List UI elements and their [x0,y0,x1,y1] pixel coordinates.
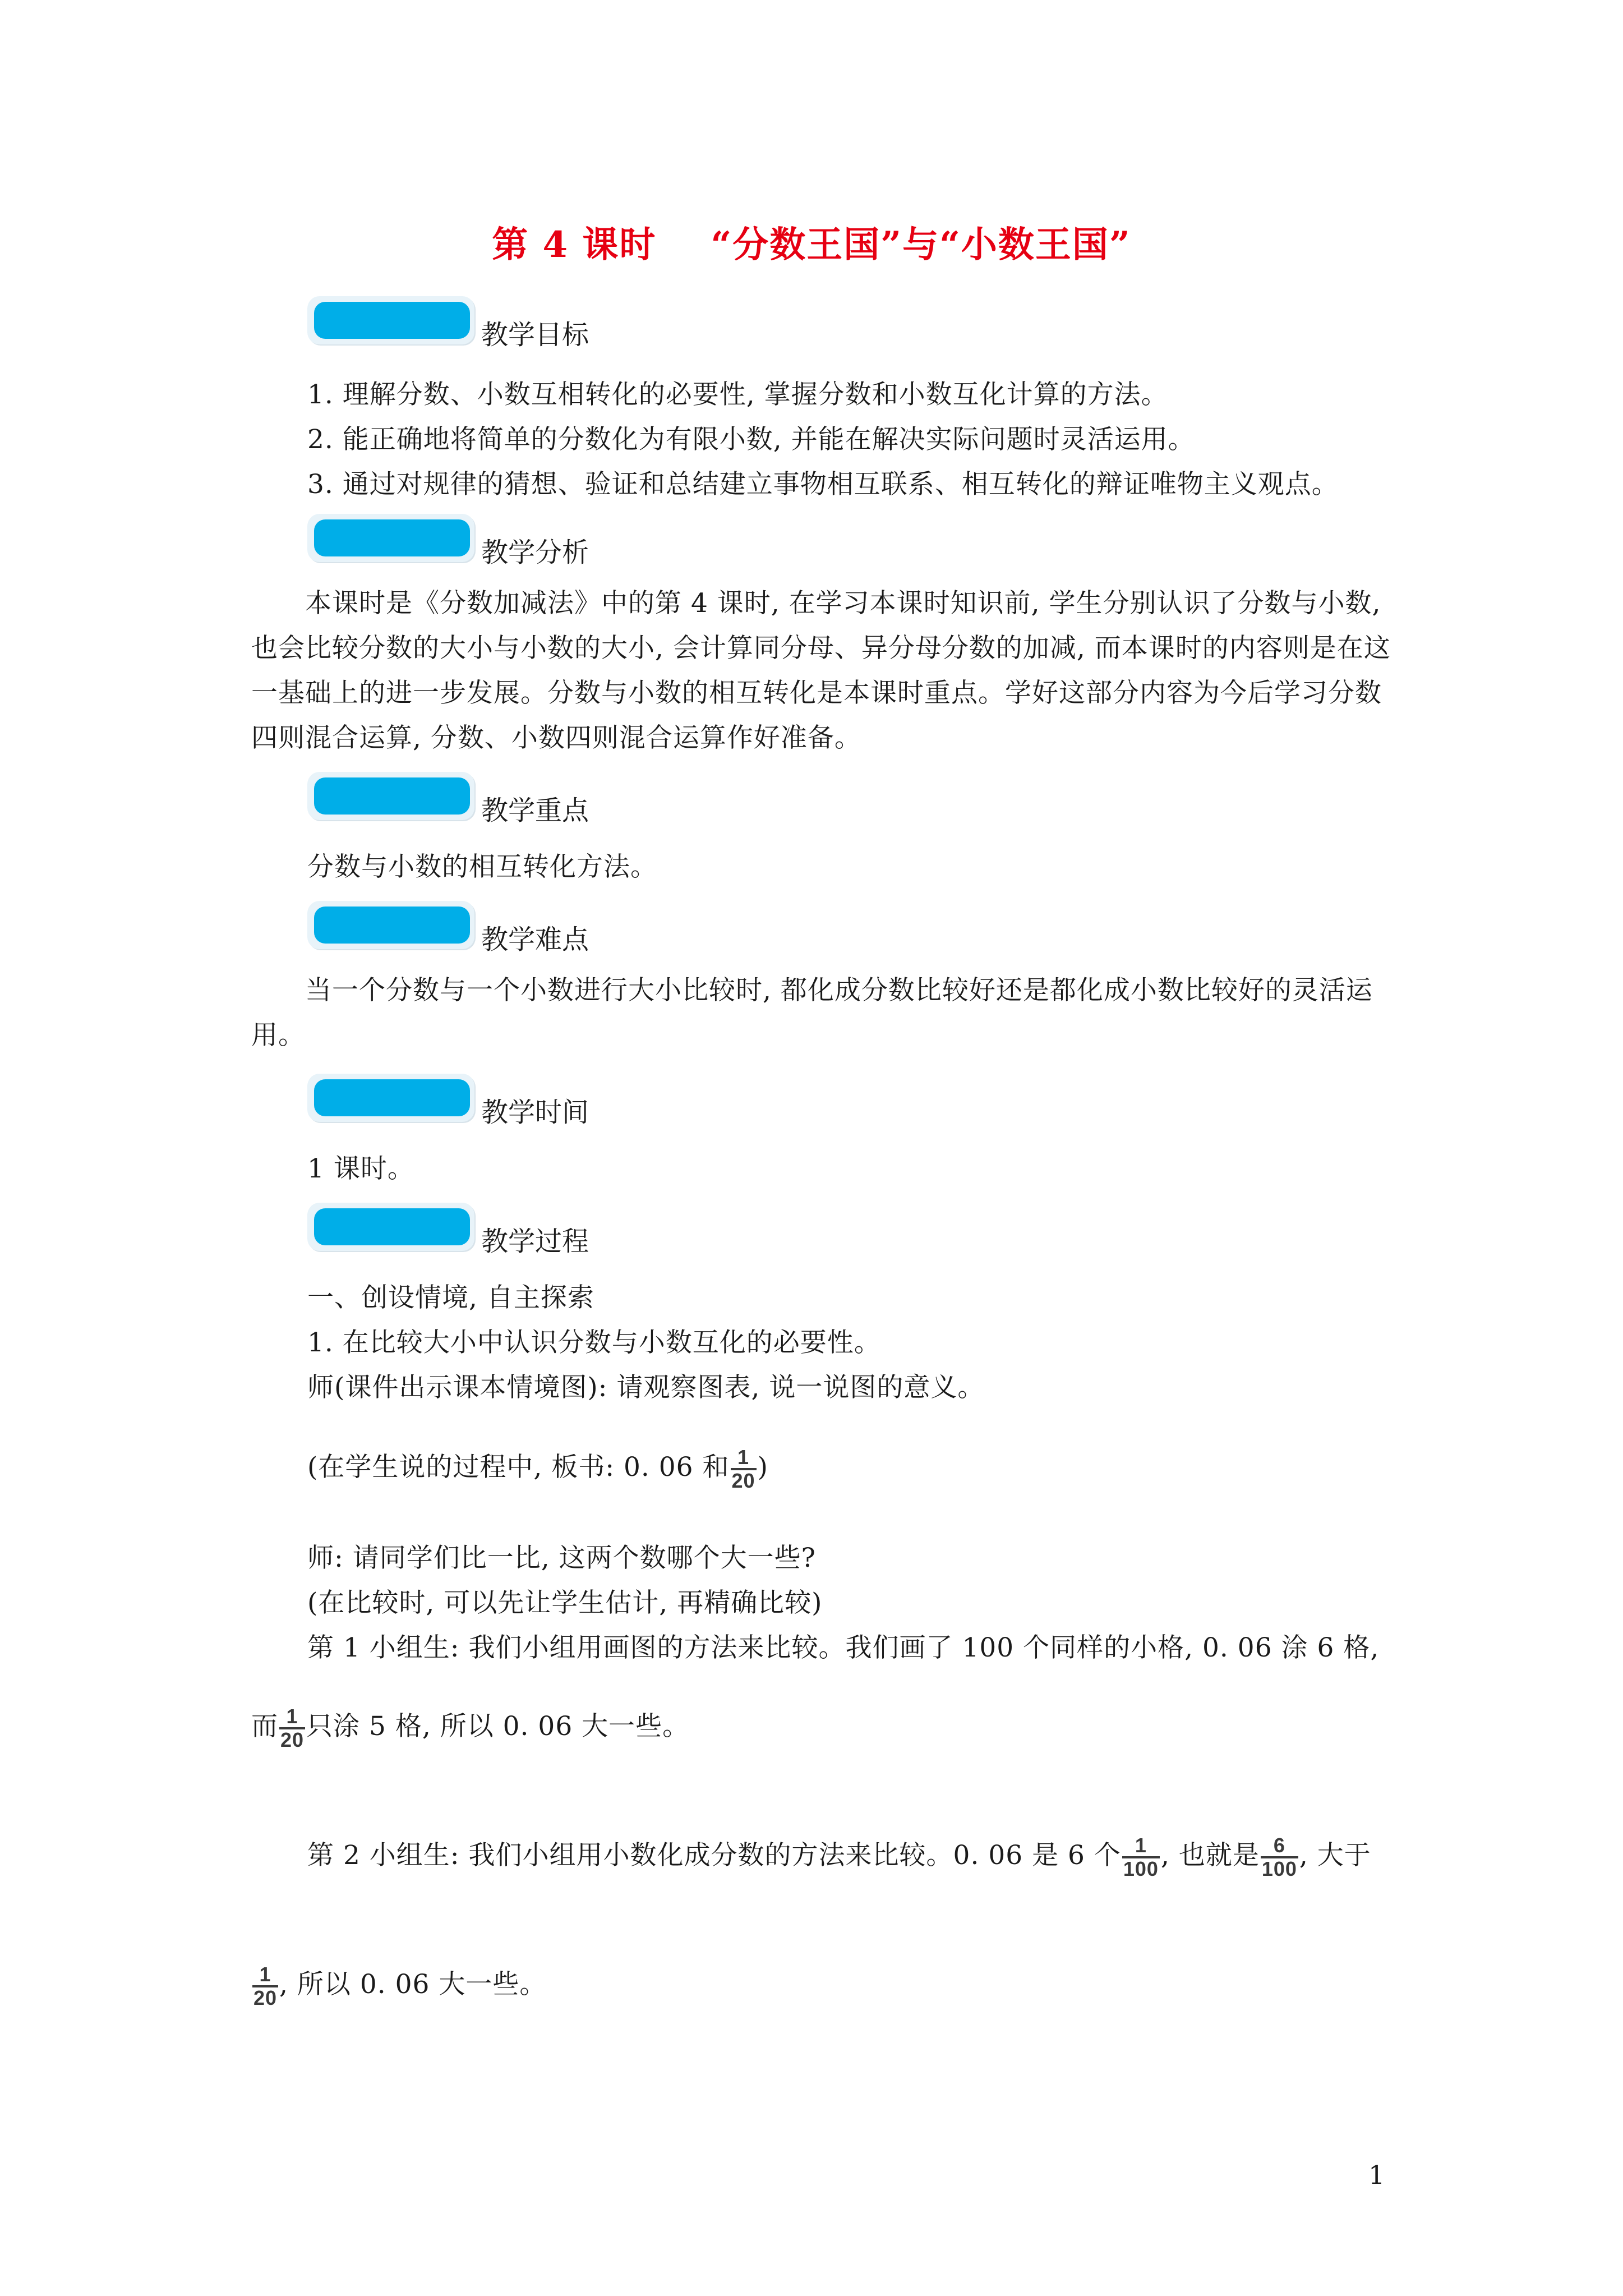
fraction-1-20: $\frac{1}{20}$ [731,1446,755,1492]
group2-suffix: , 大于 [1299,1840,1371,1871]
group2-line-b-text: , 所以 0. 06 大一些。 [279,1969,547,2000]
note-line: (在比较时, 可以先让学生估计, 再精确比较) [307,1588,823,1618]
group1-prefix: 而 [251,1711,278,1742]
section-label: 教学难点 [481,924,589,955]
fraction-1-20: $\frac{1}{20}$ [280,1705,305,1751]
section-badge [307,296,474,344]
group1-line-a: 第 1 小组生: 我们小组用画图的方法来比较。我们画了 100 个同样的小格, 0. 06 涂 6 格, [307,1632,1380,1663]
section-label: 教学重点 [481,795,589,826]
board-line [307,1446,768,1492]
section-badge [307,901,474,949]
group2-prefix: 第 2 小组生: 我们小组用小数化成分数的方法来比较。0. 06 是 6 个 [307,1840,1121,1871]
goal-item-3: 3. 通过对规律的猜想、验证和总结建立事物相互联系、相互转化的辩证唯物主义观点。 [307,469,1339,500]
group2-line-b [251,1963,546,2009]
group1-line-b [251,1705,689,1751]
analysis-text: 本课时是《分数加减法》中的第 4 课时, 在学习本课时知识前, 学生分别认识了分数与小数, 也会比较分数的大小与小数的大小, 会计算同分母、异分母分数的加减, 而本课时的内容则是在这一基础上的进一步发展。分数与小数的相互转化是本课时重点。学好这部分内容为今后学习分数四则混合运算, 分数、小数四则混合运算作好准备。 [251,588,1391,753]
board-prefix: (在学生说的过程中, 板书: 0. 06 和 [307,1452,730,1483]
key-text: 分数与小数的相互转化方法。 [307,852,657,882]
goal-item-1: 1. 理解分数、小数互相转化的必要性, 掌握分数和小数互化计算的方法。 [307,379,1168,410]
teacher-line-1: 师(课件出示课本情境图): 请观察图表, 说一说图的意义。 [307,1372,985,1403]
difficulty-paragraph [251,968,1395,1058]
board-suffix: ) [757,1452,768,1483]
page-number: 1 [1368,2160,1385,2190]
fraction-1-20: $\frac{1}{20}$ [253,1963,278,2009]
section-label: 教学目标 [481,319,589,351]
group1-suffix: 只涂 5 格, 所以 0. 06 大一些。 [306,1711,690,1742]
time-text: 1 课时。 [307,1153,414,1184]
group2-mid: , 也就是 [1160,1840,1260,1871]
goal-item-2: 2. 能正确地将简单的分数化为有限小数, 并能在解决实际问题时灵活运用。 [307,424,1195,455]
difficulty-text: 当一个分数与一个小数进行大小比较时, 都化成分数比较好还是都化成小数比较好的灵活运用。 [251,975,1373,1051]
fraction-6-100: $\frac{6}{100}$ [1261,1834,1297,1880]
process-step-1: 一、创设情境, 自主探索 [307,1282,594,1313]
section-label: 教学时间 [481,1097,589,1128]
section-label: 教学过程 [481,1226,589,1257]
page-title: 第 4 课时 “分数王国”与“小数王国” [492,224,1131,266]
teacher-line-2: 师: 请同学们比一比, 这两个数哪个大一些? [307,1543,816,1573]
process-step-1-1: 1. 在比较大小中认识分数与小数互化的必要性。 [307,1327,881,1358]
group2-line-a [307,1834,1371,1880]
section-badge [307,772,474,820]
section-badge [307,514,474,562]
section-label: 教学分析 [481,537,589,568]
section-badge [307,1203,474,1251]
fraction-1-100: $\frac{1}{100}$ [1123,1834,1159,1880]
analysis-paragraph [251,581,1395,761]
section-badge [307,1074,474,1122]
